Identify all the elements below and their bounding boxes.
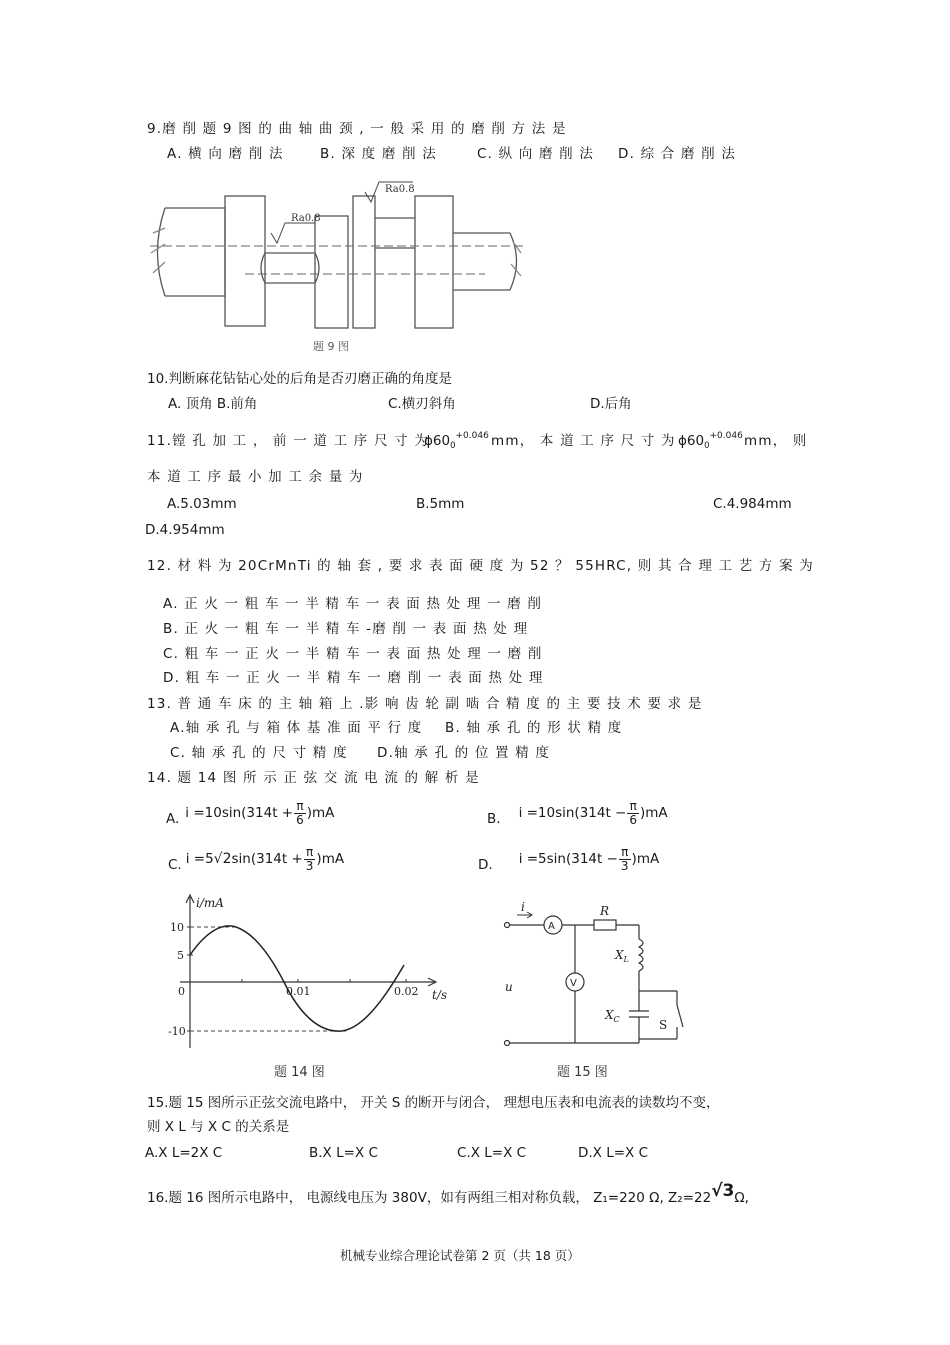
q11-option-d: D.4.954mm bbox=[145, 522, 225, 538]
q11-dimension-1: $\phi 60_0^{+0.046}$ bbox=[424, 431, 489, 451]
q11-stem-line2: 本 道 工 序 最 小 加 工 余 量 为 bbox=[147, 469, 364, 485]
q13-option-d: D.轴 承 孔 的 位 置 精 度 bbox=[377, 745, 551, 761]
q16-stem: 16.题 16 图所示电路中， 电源线电压为 380V，如有两组三相对称负载， Z₁=220 Ω, Z₂=22√3Ω, bbox=[147, 1181, 749, 1206]
q12-option-b: B. 正 火 一 粗 车 一 半 精 车 -磨 削 一 表 面 热 处 理 bbox=[163, 621, 529, 637]
x-tick-001: 0.01 bbox=[286, 985, 311, 998]
svg-text:XC: $X_C$ bbox=[605, 1008, 620, 1024]
svg-text:V: V bbox=[570, 978, 577, 989]
q14-option-d: D. i =5sin(314t − $\frac{\pi}{3}$ )mA bbox=[478, 845, 660, 874]
q13-option-c: C. 轴 承 孔 的 尺 寸 精 度 bbox=[170, 745, 348, 761]
q12-option-c: C. 粗 车 一 正 火 一 半 精 车 一 表 面 热 处 理 一 磨 削 bbox=[163, 646, 543, 662]
x-tick-002: 0.02 bbox=[394, 985, 419, 998]
q10-option-c: C.横刃斜角 bbox=[388, 396, 456, 412]
q15-figure-caption: 题 15 图 bbox=[557, 1065, 608, 1080]
q11-option-b: B.5mm bbox=[416, 496, 465, 512]
q11-option-c: C.4.984mm bbox=[713, 496, 792, 512]
x-axis-label: t/s bbox=[432, 988, 448, 1002]
q14-option-a: A. i =10sin(314t + $\frac{\pi}{6}$ )mA bbox=[166, 799, 335, 828]
svg-text:XL: $X_L$ bbox=[615, 948, 629, 964]
q10-stem: 10.判断麻花钻钻心处的后角是否刃磨正确的角度是 bbox=[147, 371, 452, 387]
q11-option-a: A.5.03mm bbox=[167, 496, 237, 512]
inductor bbox=[639, 939, 643, 971]
q9-roughness-2: Ra0.8 bbox=[385, 184, 415, 195]
q15-option-a: A.X L=2X C bbox=[145, 1145, 223, 1161]
q13-option-b: B. 轴 承 孔 的 形 状 精 度 bbox=[445, 720, 623, 736]
q13-option-a: A.轴 承 孔 与 箱 体 基 准 面 平 行 度 bbox=[170, 720, 423, 736]
svg-text:i: i bbox=[521, 900, 525, 914]
sine-current-graph bbox=[150, 893, 460, 1085]
q10-option-ab: A. 顶角 B.前角 bbox=[168, 396, 258, 412]
y-tick-5: 5 bbox=[177, 949, 184, 962]
q10-option-d: D.后角 bbox=[590, 396, 632, 412]
y-tick-10: 10 bbox=[170, 921, 184, 934]
q11-dimension-2: $\phi 60_0^{+0.046}$ bbox=[678, 431, 743, 451]
q12-stem: 12. 材 料 为 20CrMnTi 的 轴 套 , 要 求 表 面 硬 度 为 52 ？ 55HRC, 则 其 合 理 工 艺 方 案 为 bbox=[147, 558, 814, 574]
q11-stem-part2: mm， 本 道 工 序 尺 寸 为 bbox=[491, 433, 676, 449]
q14-option-b: B. i =10sin(314t − $\frac{\pi}{6}$ )mA bbox=[487, 799, 668, 828]
sine-curve bbox=[190, 926, 404, 1031]
svg-text:R: R bbox=[600, 904, 610, 918]
q12-option-d: D. 粗 车 一 正 火 一 半 精 车 一 磨 削 一 表 面 热 处 理 bbox=[163, 670, 544, 686]
q9-option-d: D. 综 合 磨 削 法 bbox=[618, 146, 737, 162]
q9-option-a: A. 横 向 磨 削 法 bbox=[167, 146, 284, 162]
q15-stem-line2: 则 X L 与 X C 的关系是 bbox=[147, 1119, 290, 1135]
q15-stem: 15.题 15 图所示正弦交流电路中， 开关 S 的断开与闭合， 理想电压表和电流表的读数均不变， bbox=[147, 1095, 720, 1111]
y-axis-label: i/mA bbox=[196, 896, 224, 910]
svg-text:u: u bbox=[505, 980, 513, 994]
q12-option-a: A. 正 火 一 粗 车 一 半 精 车 一 表 面 热 处 理 一 磨 削 bbox=[163, 596, 543, 612]
y-tick-neg10: -10 bbox=[168, 1025, 186, 1038]
q11-stem-part3: mm， 则 bbox=[744, 433, 808, 449]
svg-text:A: A bbox=[548, 921, 555, 932]
q9-figure-caption: 题 9 图 bbox=[313, 340, 349, 353]
resistor bbox=[594, 920, 616, 930]
crankshaft-figure bbox=[145, 178, 535, 358]
q13-stem: 13. 普 通 车 床 的 主 轴 箱 上 .影 响 齿 轮 副 啮 合 精 度 的 主 要 技 术 要 求 是 bbox=[147, 696, 703, 712]
q9-roughness-1: Ra0.8 bbox=[291, 213, 321, 224]
q11-stem-part1: 11.镗 孔 加 工 ， 前 一 道 工 序 尺 寸 为 bbox=[147, 433, 430, 449]
circuit-figure bbox=[497, 893, 717, 1085]
q15-option-d: D.X L=X C bbox=[578, 1145, 649, 1161]
q14-figure-caption: 题 14 图 bbox=[274, 1065, 325, 1080]
q9-option-b: B. 深 度 磨 削 法 bbox=[320, 146, 437, 162]
q9-option-c: C. 纵 向 磨 削 法 bbox=[477, 146, 595, 162]
y-tick-0: 0 bbox=[178, 985, 185, 998]
q14-option-c: C. i =5 √2 sin(314t + $\frac{\pi}{3}$ )mA bbox=[168, 845, 345, 874]
q15-option-b: B.X L=X C bbox=[309, 1145, 378, 1161]
page-footer: 机械专业综合理论试卷第 2 页（共 18 页） bbox=[340, 1248, 580, 1263]
q9-stem: 9.磨 削 题 9 图 的 曲 轴 曲 颈 , 一 般 采 用 的 磨 削 方 法 是 bbox=[147, 121, 567, 137]
q14-stem: 14. 题 14 图 所 示 正 弦 交 流 电 流 的 解 析 是 bbox=[147, 770, 480, 786]
q15-option-c: C.X L=X C bbox=[457, 1145, 527, 1161]
svg-text:S: S bbox=[659, 1018, 668, 1032]
